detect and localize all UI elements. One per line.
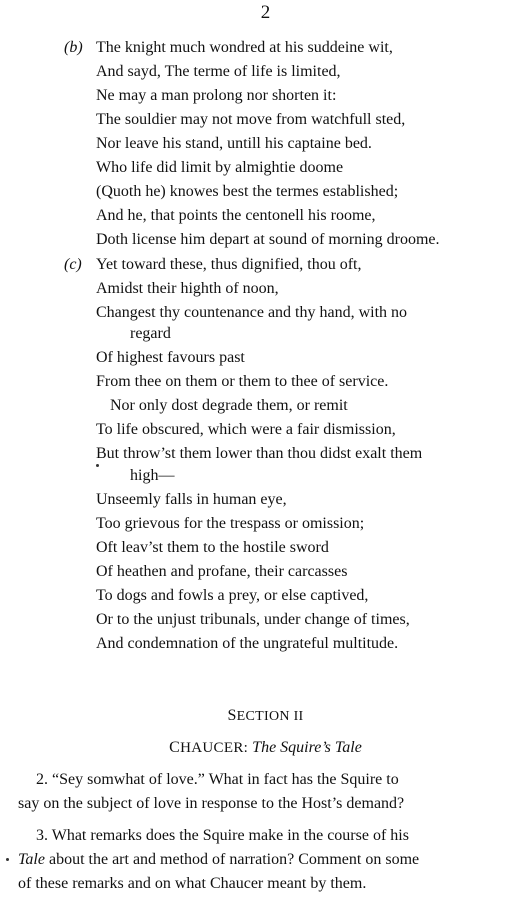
section-heading-initial: S [227,707,237,724]
section-heading [0,706,531,727]
passage-tag: (b) [64,39,83,56]
question-text: What remarks does the Squire make in the course of his [51,827,409,844]
verse-line: To life obscured, which were a fair dismission, [96,421,396,438]
question-line [18,848,518,872]
verse-line: And sayd, The terme of life is limited, [96,63,341,80]
work-title: The Squire’s Tale [252,739,362,756]
verse-line: Ne may a man prolong nor shorten it: [96,87,337,104]
verse-line: Amidst their highth of noon, [96,280,279,297]
print-speck [96,464,99,467]
verse-line: Oft leav’st them to the hostile sword [96,539,329,556]
verse-line: And condemnation of the ungrateful multitude. [96,635,399,652]
verse-line: Yet toward these, thus dignified, thou oft, [96,256,362,273]
verse-line: Changest thy countenance and thy hand, with no [96,304,408,321]
verse-line: Too grievous for the trespass or omission; [96,515,365,532]
question-2 [18,768,518,816]
verse-line: (Quoth he) knowes best the termes established; [96,183,399,200]
verse-line: To dogs and fowls a prey, or else captived, [96,587,369,604]
question-3 [18,824,518,896]
verse-line: But throw’st them lower than thou didst exalt them [96,445,423,462]
colon: : [243,740,253,756]
verse-line: The knight much wondred at his suddeine wit, [96,39,393,56]
verse-line: Of highest favours past [96,349,245,366]
page-number: 2 [260,2,271,23]
section-subheading [0,738,531,758]
question-first-line [18,768,518,792]
verse-line: Nor only dost degrade them, or remit [110,397,348,414]
verse-line: Or to the unjust tribunals, under change of times, [96,611,410,628]
verse-line: And he, that points the centonell his roome, [96,207,376,224]
verse-line: Of heathen and profane, their carcasses [96,563,348,580]
verse-line: Unseemly falls in human eye, [96,491,287,508]
question-text: “Sey somwhat of love.” What in fact has the Squire to [52,771,399,788]
question-line: say on the subject of love in response to the Host’s demand? [18,795,405,812]
section-heading-rest: ECTION II [236,709,304,724]
verse-line-continuation: regard [130,325,171,342]
verse-line: The souldier may not move from watchfull sted, [96,111,406,128]
question-line: of these remarks and on what Chaucer meant by them. [18,875,367,892]
question-number: 3. [36,827,48,844]
author-initial: C [169,739,181,756]
author-name-rest: HAUCER [180,740,244,756]
verse-line: Nor leave his stand, untill his captaine bed. [96,135,372,152]
verse-line: From thee on them or them to thee of service. [96,373,389,390]
verse-line-continuation: high— [130,467,175,484]
question-number: 2. [36,771,48,788]
question-text: about the art and method of narration? Comment on some [44,851,420,868]
passage-tag: (c) [64,256,82,273]
print-speck [6,858,9,861]
verse-line: Doth license him depart at sound of morning droome. [96,231,440,248]
italic-title: Tale [18,851,45,868]
verse-line: Who life did limit by almightie doome [96,159,344,176]
question-first-line [18,824,518,848]
